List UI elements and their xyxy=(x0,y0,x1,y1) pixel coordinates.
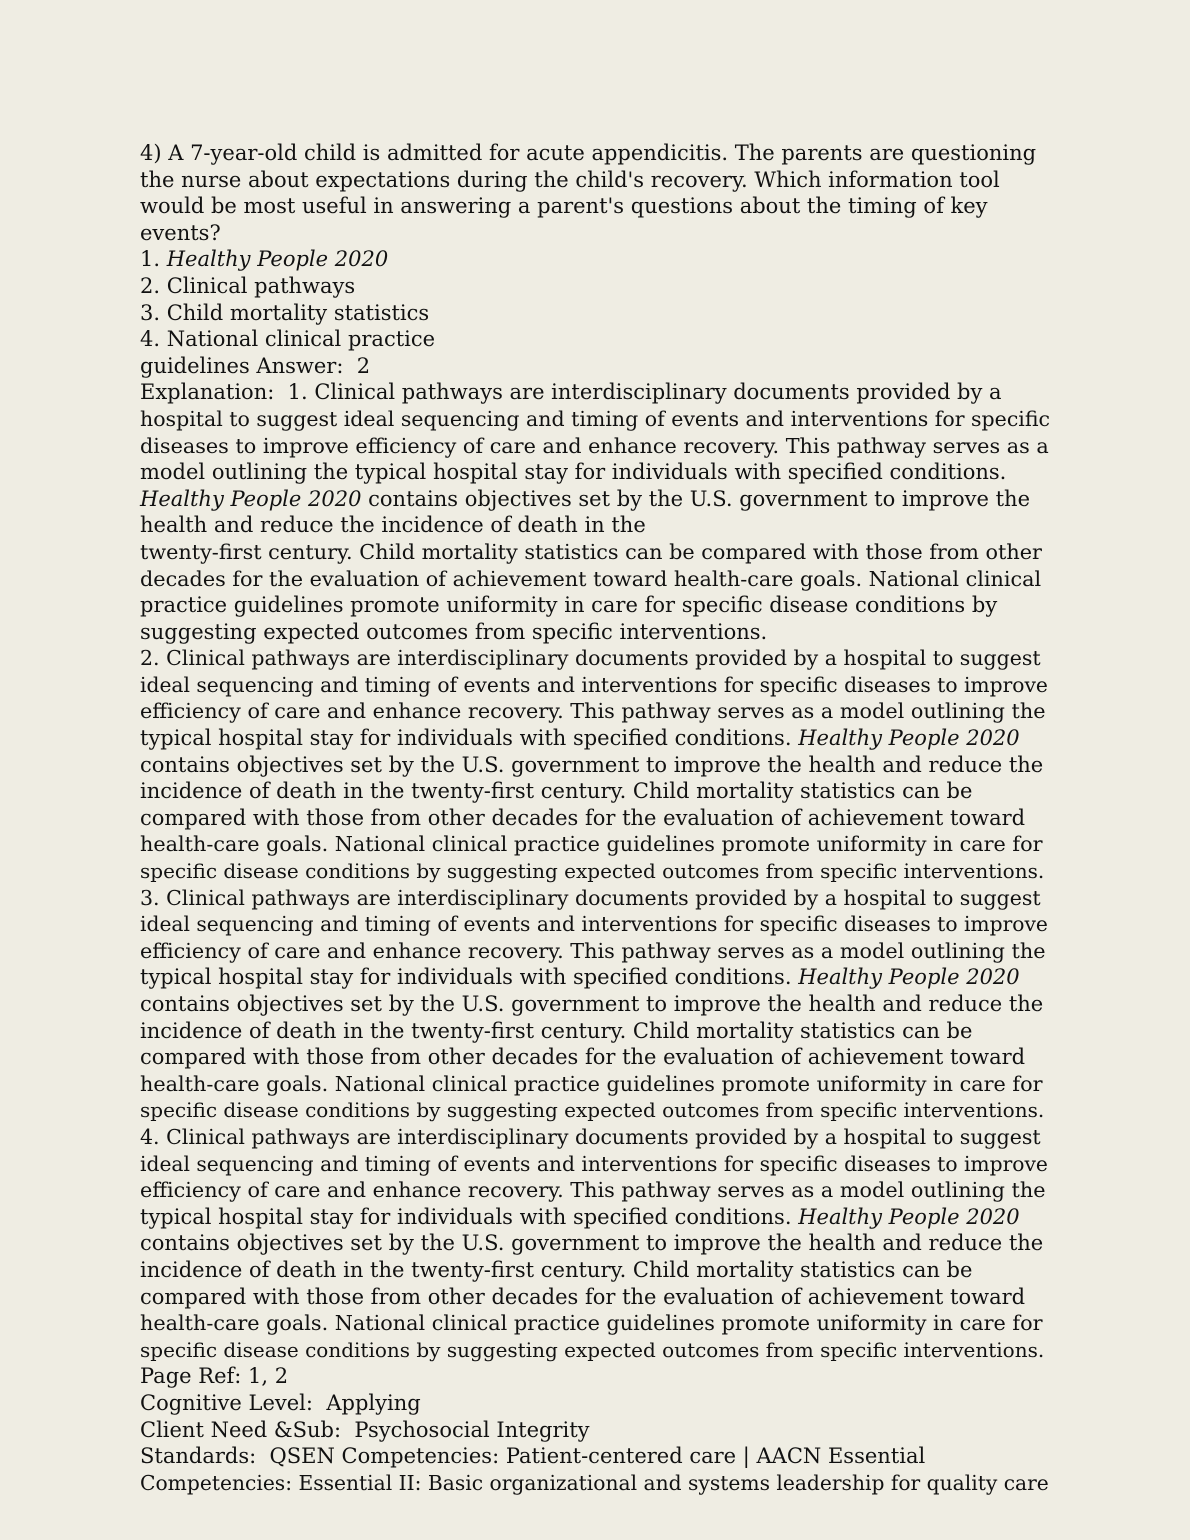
explanation-line: model outlining the typical hospital stay for individuals with specified conditions. xyxy=(140,460,1007,485)
explanation-2 xyxy=(140,645,1050,884)
standards xyxy=(140,1443,1050,1470)
explanation-line: health and reduce the incidence of death in the xyxy=(140,513,646,538)
explanation-line: incidence of death in the twenty-first century. Child mortality statistics can be xyxy=(140,1018,973,1043)
explanation-line: contains objectives set by the U.S. government to improve the health and reduce the xyxy=(140,992,1044,1016)
explanation-line: specific disease conditions by suggesting expected outcomes from specific interventions. xyxy=(140,1098,1045,1123)
explanation-line: health-care goals. National clinical practice guidelines promote uniformity in care for xyxy=(140,1071,1043,1096)
explanation-line xyxy=(140,1204,1050,1231)
document-page xyxy=(140,140,1050,1496)
option-2: 2. Clinical pathways xyxy=(140,273,356,298)
standards-value: QSEN Competencies: Patient-centered care | AACN Essential xyxy=(269,1444,926,1469)
explanation-text: typical hospital stay for individuals with specified conditions. xyxy=(140,1204,792,1229)
emphasis-title: Healthy People 2020 xyxy=(140,486,362,511)
emphasis-title: Healthy People 2020 xyxy=(798,726,1020,751)
client-need-value: Psychosocial Integrity xyxy=(354,1417,590,1442)
explanation-line: efficiency of care and enhance recovery. This pathway serves as a model outlining the xyxy=(140,1178,1046,1203)
explanation-line: 4. Clinical pathways are interdisciplinary documents provided by a hospital to suggest xyxy=(140,1124,1041,1149)
explanation-line xyxy=(140,964,1050,991)
explanation-line: health-care goals. National clinical practice guidelines promote uniformity in care for xyxy=(140,1311,1043,1336)
question-line: 4) A 7-year-old child is admitted for acute appendicitis. The parents are questioning xyxy=(140,141,1037,165)
cognitive-level-label: Cognitive Level: xyxy=(140,1390,313,1415)
explanation-1 xyxy=(140,379,1050,645)
option-1 xyxy=(140,246,1050,273)
explanation-line: efficiency of care and enhance recovery. This pathway serves as a model outlining the xyxy=(140,699,1046,724)
client-need-label: Client Need &Sub: xyxy=(140,1417,342,1442)
explanation-line: contains objectives set by the U.S. government to improve the health and reduce the xyxy=(140,1231,1044,1256)
explanation-line: diseases to improve efficiency of care and enhance recovery. This pathway serves as a xyxy=(140,433,1049,458)
question-stem xyxy=(140,140,1050,246)
client-need xyxy=(140,1417,1050,1444)
explanation-line xyxy=(140,379,1050,406)
explanation-text: 1. Clinical pathways are interdisciplinary documents provided by a xyxy=(287,380,1002,405)
explanation-line: 3. Clinical pathways are interdisciplinary documents provided by a hospital to suggest xyxy=(140,885,1041,910)
cognitive-level xyxy=(140,1390,1050,1417)
explanation-line: compared with those from other decades for the evaluation of achievement toward xyxy=(140,805,1026,830)
answer-options xyxy=(140,246,1050,379)
explanation-line xyxy=(140,486,1050,513)
option-4-continuation xyxy=(140,353,1050,380)
standards-continuation: Competencies: Essential II: Basic organizational and systems leadership for quality care xyxy=(140,1470,1049,1495)
explanation-line: ideal sequencing and timing of events and interventions for specific diseases to improve xyxy=(140,1151,1048,1176)
explanation-line: hospital to suggest ideal sequencing and timing of events and interventions for specific xyxy=(140,406,1051,431)
explanation-line: suggesting expected outcomes from specific interventions. xyxy=(140,619,768,644)
explanation-line: compared with those from other decades for the evaluation of achievement toward xyxy=(140,1045,1026,1070)
explanation-line: ideal sequencing and timing of events and interventions for specific diseases to improve xyxy=(140,672,1048,697)
explanation-label: Explanation: xyxy=(140,380,275,405)
explanation-text: typical hospital stay for individuals with specified conditions. xyxy=(140,726,792,751)
explanation-line: specific disease conditions by suggesting expected outcomes from specific interventions. xyxy=(140,1337,1045,1362)
option-4-cont-text: guidelines xyxy=(140,353,250,378)
question-line: would be most useful in answering a parent's questions about the timing of key xyxy=(140,194,988,219)
explanation-line: specific disease conditions by suggesting expected outcomes from specific interventions. xyxy=(140,859,1045,884)
explanation-line: ideal sequencing and timing of events and interventions for specific diseases to improve xyxy=(140,912,1048,937)
explanation-line: compared with those from other decades for the evaluation of achievement toward xyxy=(140,1284,1026,1309)
explanation-line: efficiency of care and enhance recovery. This pathway serves as a model outlining the xyxy=(140,938,1046,963)
emphasis-title: Healthy People 2020 xyxy=(798,1204,1020,1229)
standards-label: Standards: xyxy=(140,1444,257,1469)
explanation-text: typical hospital stay for individuals with specified conditions. xyxy=(140,965,792,990)
explanation-line: decades for the evaluation of achievement toward health-care goals. National clinical xyxy=(140,566,1042,591)
explanation-3 xyxy=(140,885,1050,1124)
option-1-text: Healthy People 2020 xyxy=(166,247,389,272)
option-1-number: 1. xyxy=(140,247,161,272)
explanation-line: twenty-first century. Child mortality statistics can be compared with those from other xyxy=(140,539,1042,564)
explanation-text: contains objectives set by the U.S. government to improve the xyxy=(368,486,1030,511)
option-3: 3. Child mortality statistics xyxy=(140,300,430,325)
answer-value: 2 xyxy=(356,353,371,378)
question-line: events? xyxy=(140,220,221,245)
question-line: the nurse about expectations during the child's recovery. Which information tool xyxy=(140,167,1000,192)
option-4: 4. National clinical practice xyxy=(140,327,436,352)
explanation-line: incidence of death in the twenty-first century. Child mortality statistics can be xyxy=(140,1257,973,1282)
explanation-line: practice guidelines promote uniformity in care for specific disease conditions by xyxy=(140,593,998,618)
page-ref: Page Ref: 1, 2 xyxy=(140,1364,289,1389)
explanation-line: incidence of death in the twenty-first century. Child mortality statistics can be xyxy=(140,779,973,804)
cognitive-level-value: Applying xyxy=(326,1390,421,1415)
answer-label: Answer: xyxy=(256,353,344,378)
explanation-line: contains objectives set by the U.S. government to improve the health and reduce the xyxy=(140,752,1044,777)
explanation-line: 2. Clinical pathways are interdisciplinary documents provided by a hospital to suggest xyxy=(140,646,1041,671)
explanation-line xyxy=(140,725,1050,752)
explanation-4 xyxy=(140,1124,1050,1363)
emphasis-title: Healthy People 2020 xyxy=(798,965,1020,990)
question-metadata xyxy=(140,1363,1050,1496)
explanation-line: health-care goals. National clinical practice guidelines promote uniformity in care for xyxy=(140,832,1043,857)
